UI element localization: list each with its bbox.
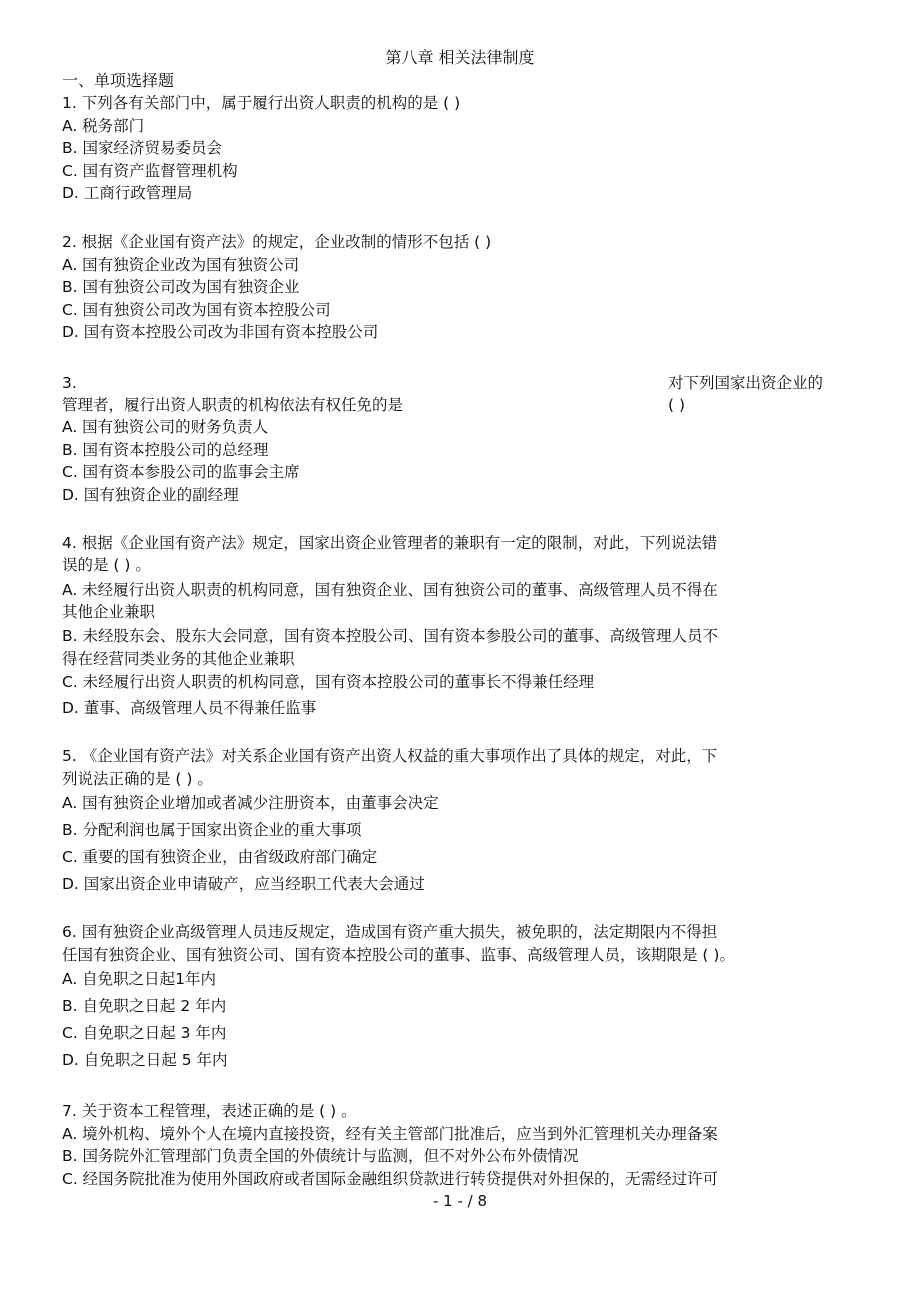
question-1-option-a: A. 税务部门 — [62, 117, 145, 135]
question-4-option-b-line2: 得在经营同类业务的其他企业兼职 — [62, 650, 295, 668]
question-3-stem-right — [668, 372, 848, 416]
question-6-option-c: C. 自免职之日起 3 年内 — [62, 1024, 227, 1042]
question-6-option-d: D. 自免职之日起 5 年内 — [62, 1051, 228, 1069]
question-5-stem-line2: 列说法正确的是 ( ) 。 — [62, 770, 213, 788]
question-3-stem: 管理者，履行出资人职责的机构依法有权任免的是 — [62, 396, 404, 414]
question-5-option-a: A. 国有独资企业增加或者减少注册资本，由董事会决定 — [62, 794, 439, 812]
question-3-option-c: C. 国有资本参股公司的监事会主席 — [62, 463, 300, 481]
question-3-stem-right-line1: 对下列国家出资企业的 — [668, 374, 824, 392]
question-6-stem-line2: 任国有独资企业、国有独资公司、国有资本控股公司的董事、监事、高级管理人员，该期限是 ( )。 — [62, 946, 735, 964]
question-7-option-c: C. 经国务院批准为使用外国政府或者国际金融组织贷款进行转贷提供对外担保的，无需经过许可 — [62, 1170, 719, 1188]
question-3-option-d: D. 国有独资企业的副经理 — [62, 486, 239, 504]
question-1-option-c: C. 国有资产监督管理机构 — [62, 162, 238, 180]
question-4-option-d: D. 董事、高级管理人员不得兼任监事 — [62, 699, 317, 717]
question-2-option-c: C. 国有独资公司改为国有资本控股公司 — [62, 301, 331, 319]
question-5-option-d: D. 国家出资企业申请破产，应当经职工代表大会通过 — [62, 875, 425, 893]
question-2-option-d: D. 国有资本控股公司改为非国有资本控股公司 — [62, 323, 379, 341]
chapter-title: 第八章 相关法律制度 — [385, 48, 535, 67]
question-5-option-b: B. 分配利润也属于国家出资企业的重大事项 — [62, 821, 362, 839]
question-1-option-d: D. 工商行政管理局 — [62, 184, 193, 202]
question-4-option-a-line1: A. 未经履行出资人职责的机构同意，国有独资企业、国有独资公司的董事、高级管理人员不得在 — [62, 581, 718, 599]
question-4-option-c: C. 未经履行出资人职责的机构同意，国有资本控股公司的董事长不得兼任经理 — [62, 673, 595, 691]
question-4-option-b-line1: B. 未经股东会、股东大会同意，国有资本控股公司、国有资本参股公司的董事、高级管理人员不 — [62, 627, 718, 645]
question-2-option-a: A. 国有独资企业改为国有独资公司 — [62, 256, 300, 274]
question-6-stem-line1: 6. 国有独资企业高级管理人员违反规定，造成国有资产重大损失，被免职的，法定期限内不得担 — [62, 923, 718, 941]
question-3-stem-right-line2: ( ) — [668, 396, 686, 414]
section-heading: 一、单项选择题 — [62, 71, 175, 90]
question-3-number: 3. — [62, 374, 77, 392]
question-4-stem-line1: 4. 根据《企业国有资产法》规定，国家出资企业管理者的兼职有一定的限制，对此，下列说法错 — [62, 534, 718, 552]
question-5-stem-line1: 5. 《企业国有资产法》对关系企业国有资产出资人权益的重大事项作出了具体的规定，对此，下 — [62, 747, 718, 765]
question-6-option-b: B. 自免职之日起 2 年内 — [62, 997, 227, 1015]
question-6-option-a: A. 自免职之日起1年内 — [62, 970, 217, 988]
page-number: - 1 - / 8 — [432, 1192, 488, 1210]
question-5-option-c: C. 重要的国有独资企业，由省级政府部门确定 — [62, 848, 378, 866]
question-2-stem: 2. 根据《企业国有资产法》的规定，企业改制的情形不包括 ( ) — [62, 233, 492, 251]
question-3-option-b: B. 国有资本控股公司的总经理 — [62, 441, 269, 459]
question-7-option-a: A. 境外机构、境外个人在境内直接投资，经有关主管部门批准后，应当到外汇管理机关办理备案 — [62, 1125, 718, 1143]
question-7-option-b: B. 国务院外汇管理部门负责全国的外债统计与监测，但不对外公布外债情况 — [62, 1147, 579, 1165]
question-1-option-b: B. 国家经济贸易委员会 — [62, 139, 222, 157]
question-2-option-b: B. 国有独资公司改为国有独资企业 — [62, 278, 300, 296]
question-3-option-a: A. 国有独资公司的财务负责人 — [62, 418, 269, 436]
question-4-option-a-line2: 其他企业兼职 — [62, 603, 156, 621]
question-1-stem: 1. 下列各有关部门中，属于履行出资人职责的机构的是 ( ) — [62, 94, 461, 112]
question-7-stem: 7. 关于资本工程管理，表述正确的是 ( ) 。 — [62, 1102, 357, 1120]
question-4-stem-line2: 误的是 ( ) 。 — [62, 556, 151, 574]
